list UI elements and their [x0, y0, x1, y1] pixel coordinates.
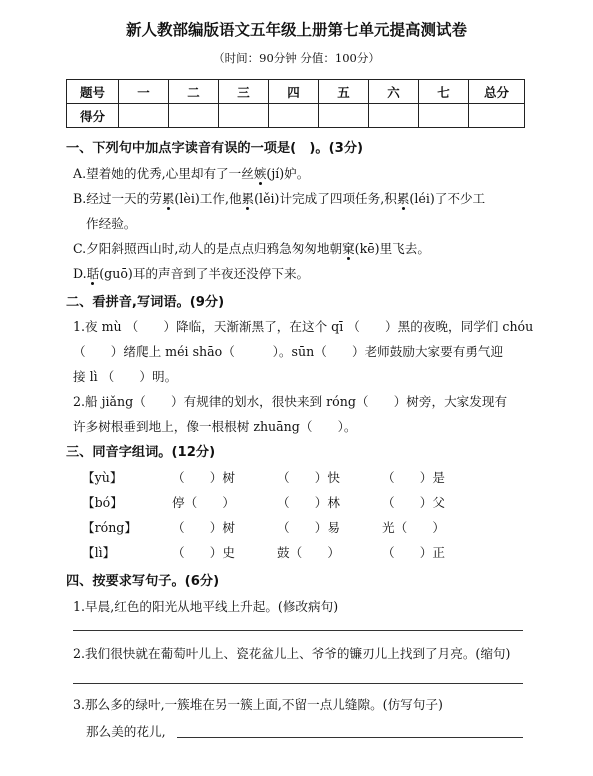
- section4-question-3-prompt: 那么美的花儿,: [86, 724, 166, 739]
- section2-line: 接 lì （ ）明。: [73, 369, 178, 384]
- score-table: [66, 79, 525, 128]
- text: (lèi)工作,他: [174, 191, 242, 206]
- section1-heading: 一、下列句中加点字读音有误的一项是( )。(3分): [66, 141, 364, 156]
- section4-heading: 四、按要求写句子。(6分): [66, 574, 220, 589]
- homophone-blank: 光（ ）: [382, 520, 445, 535]
- homophone-blank: （ ）是: [382, 470, 445, 485]
- header-cell: 总分: [469, 80, 525, 104]
- header-cell: 三: [219, 80, 269, 104]
- homophone-blank: （ ）快: [277, 470, 340, 485]
- section4-question-2: 2.我们很快就在葡萄叶儿上、瓷花盆儿上、爷爷的镰刃儿上找到了月亮。(缩句): [73, 646, 511, 661]
- section2-line: 2.船 jiǎng（ ）有规律的划水，很快来到 róng（ ）树旁，大家发现有: [73, 394, 508, 409]
- header-cell: 一: [119, 80, 169, 104]
- text: (jí)妒。: [266, 166, 310, 181]
- homophone-blank: （ ）林: [277, 495, 340, 510]
- homophone-blank: 鼓（ ）: [277, 545, 340, 560]
- text: C.夕阳斜照西山时,动人的是点点归鸦急匆匆地朝: [73, 241, 343, 256]
- header-cell: 题号: [67, 80, 119, 104]
- answer-line[interactable]: [73, 630, 523, 631]
- score-cell[interactable]: [169, 104, 219, 128]
- answer-line[interactable]: [177, 737, 523, 738]
- score-cell[interactable]: [419, 104, 469, 128]
- homophone-label: 【bó】: [82, 495, 123, 510]
- header-cell: 六: [369, 80, 419, 104]
- homophone-blank: （ ）树: [172, 470, 235, 485]
- exam-info: （时间：90分钟 分值：100分）: [213, 51, 380, 65]
- text: A.望着她的优秀,心里却有了一丝: [73, 166, 254, 181]
- section2-line: 1.夜 mù （ ）降临，天渐渐黑了，在这个 qī （ ）黑的夜晚，同学们 chóu: [73, 319, 534, 334]
- section1-option-c: [73, 238, 430, 257]
- dotted-char: 聒: [86, 266, 100, 281]
- section2-heading: 二、看拼音,写词语。(9分): [66, 295, 225, 310]
- homophone-blank: （ ）树: [172, 520, 235, 535]
- dotted-char: 嫉: [253, 166, 267, 181]
- header-cell: 二: [169, 80, 219, 104]
- dotted-char: 累: [161, 191, 175, 206]
- homophone-label: 【yù】: [82, 470, 123, 485]
- text: B.经过一天的劳: [73, 191, 162, 206]
- section4-question-1: 1.早晨,红色的阳光从地平线上升起。(修改病句): [73, 599, 339, 614]
- text: D.: [73, 266, 87, 281]
- answer-line[interactable]: [73, 683, 523, 684]
- score-table-score-row: [67, 104, 525, 128]
- section4-question-3: 3.那么多的绿叶,一簇堆在另一簇上面,不留一点儿缝隙。(仿写句子): [73, 697, 443, 712]
- score-cell[interactable]: [319, 104, 369, 128]
- text: (lěi)计完成了四项任务,积: [254, 191, 397, 206]
- header-cell: 四: [269, 80, 319, 104]
- score-table-header-row: [67, 80, 525, 104]
- text: (kē)里飞去。: [354, 241, 430, 256]
- homophone-label: 【róng】: [82, 520, 137, 535]
- score-cell[interactable]: [369, 104, 419, 128]
- page-title: 新人教部编版语文五年级上册第七单元提高测试卷: [125, 21, 467, 39]
- section3-heading: 三、同音字组词。(12分): [66, 445, 216, 460]
- homophone-blank: （ ）父: [382, 495, 445, 510]
- score-cell[interactable]: [119, 104, 169, 128]
- header-cell: 七: [419, 80, 469, 104]
- homophone-blank: （ ）易: [277, 520, 340, 535]
- dotted-char: 累: [241, 191, 255, 206]
- dotted-char: 窠: [342, 241, 355, 256]
- section1-option-d: [73, 263, 309, 282]
- section1-option-b: [73, 188, 485, 207]
- score-cell[interactable]: [469, 104, 525, 128]
- section2-line: （ ）绪爬上 méi shāo（ ）。sūn（ ）老师鼓励大家要有勇气迎: [73, 344, 504, 359]
- homophone-blank: （ ）史: [172, 545, 235, 560]
- homophone-label: 【lì】: [82, 545, 116, 560]
- section2-line: 许多树根垂到地上，像一根根树 zhuāng（ ）。: [73, 419, 357, 434]
- text: (guō)耳的声音到了半夜还没停下来。: [99, 266, 310, 281]
- score-cell[interactable]: [219, 104, 269, 128]
- homophone-blank: （ ）正: [382, 545, 445, 560]
- dotted-char: 累: [396, 191, 410, 206]
- section1-option-b-cont: 作经验。: [86, 216, 137, 231]
- homophone-blank: 停（ ）: [172, 495, 235, 510]
- row-label: 得分: [67, 104, 119, 128]
- header-cell: 五: [319, 80, 369, 104]
- section1-option-a: [73, 163, 309, 182]
- text: (léi)了不少工: [409, 191, 486, 206]
- score-cell[interactable]: [269, 104, 319, 128]
